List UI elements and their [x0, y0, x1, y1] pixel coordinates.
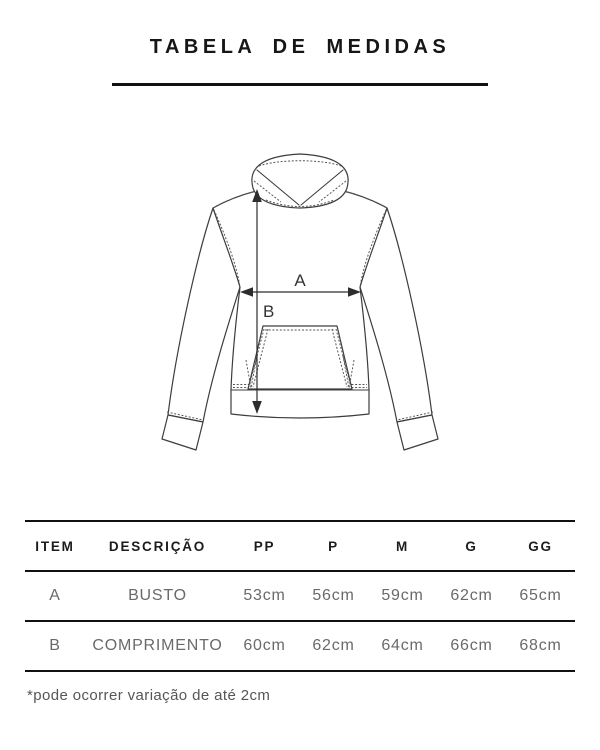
- cell-m: 59cm: [381, 587, 424, 604]
- left-cuff: [162, 415, 203, 450]
- right-cuff: [397, 415, 438, 450]
- cell-gg: 68cm: [519, 637, 562, 654]
- hoodie-diagram: [0, 140, 600, 470]
- col-header-item: ITEM: [35, 538, 75, 554]
- kangaroo-pocket: [246, 326, 354, 389]
- page-title: TABELA DE MEDIDAS: [149, 36, 451, 58]
- hood: [252, 154, 348, 208]
- cell-p: 56cm: [312, 587, 355, 604]
- cell-pp: 53cm: [243, 587, 286, 604]
- table-header-row: [25, 522, 575, 572]
- cell-gg: 65cm: [519, 587, 562, 604]
- cell-g: 66cm: [450, 637, 493, 654]
- cell-item: B: [49, 637, 61, 654]
- cell-pp: 60cm: [243, 637, 286, 654]
- col-header-g: G: [465, 538, 478, 554]
- cell-p: 62cm: [312, 637, 355, 654]
- table-row-busto: [25, 572, 575, 622]
- col-header-descricao: DESCRIÇÃO: [108, 538, 207, 554]
- measurement-label-b: B: [263, 302, 275, 321]
- col-header-pp: PP: [253, 538, 276, 554]
- cell-m: 64cm: [381, 637, 424, 654]
- col-header-m: M: [395, 538, 410, 554]
- cell-g: 62cm: [450, 587, 493, 604]
- cell-item: A: [49, 587, 61, 604]
- col-header-gg: GG: [528, 538, 553, 554]
- col-header-p: P: [328, 538, 339, 554]
- cell-descricao: COMPRIMENTO: [92, 637, 223, 654]
- size-table: [25, 520, 575, 672]
- cell-descricao: BUSTO: [128, 587, 187, 604]
- table-row-comprimento: [25, 622, 575, 672]
- variation-footnote: *pode ocorrer variação de até 2cm: [27, 687, 271, 704]
- title-underline: [112, 83, 488, 86]
- measurement-label-a: A: [294, 271, 306, 290]
